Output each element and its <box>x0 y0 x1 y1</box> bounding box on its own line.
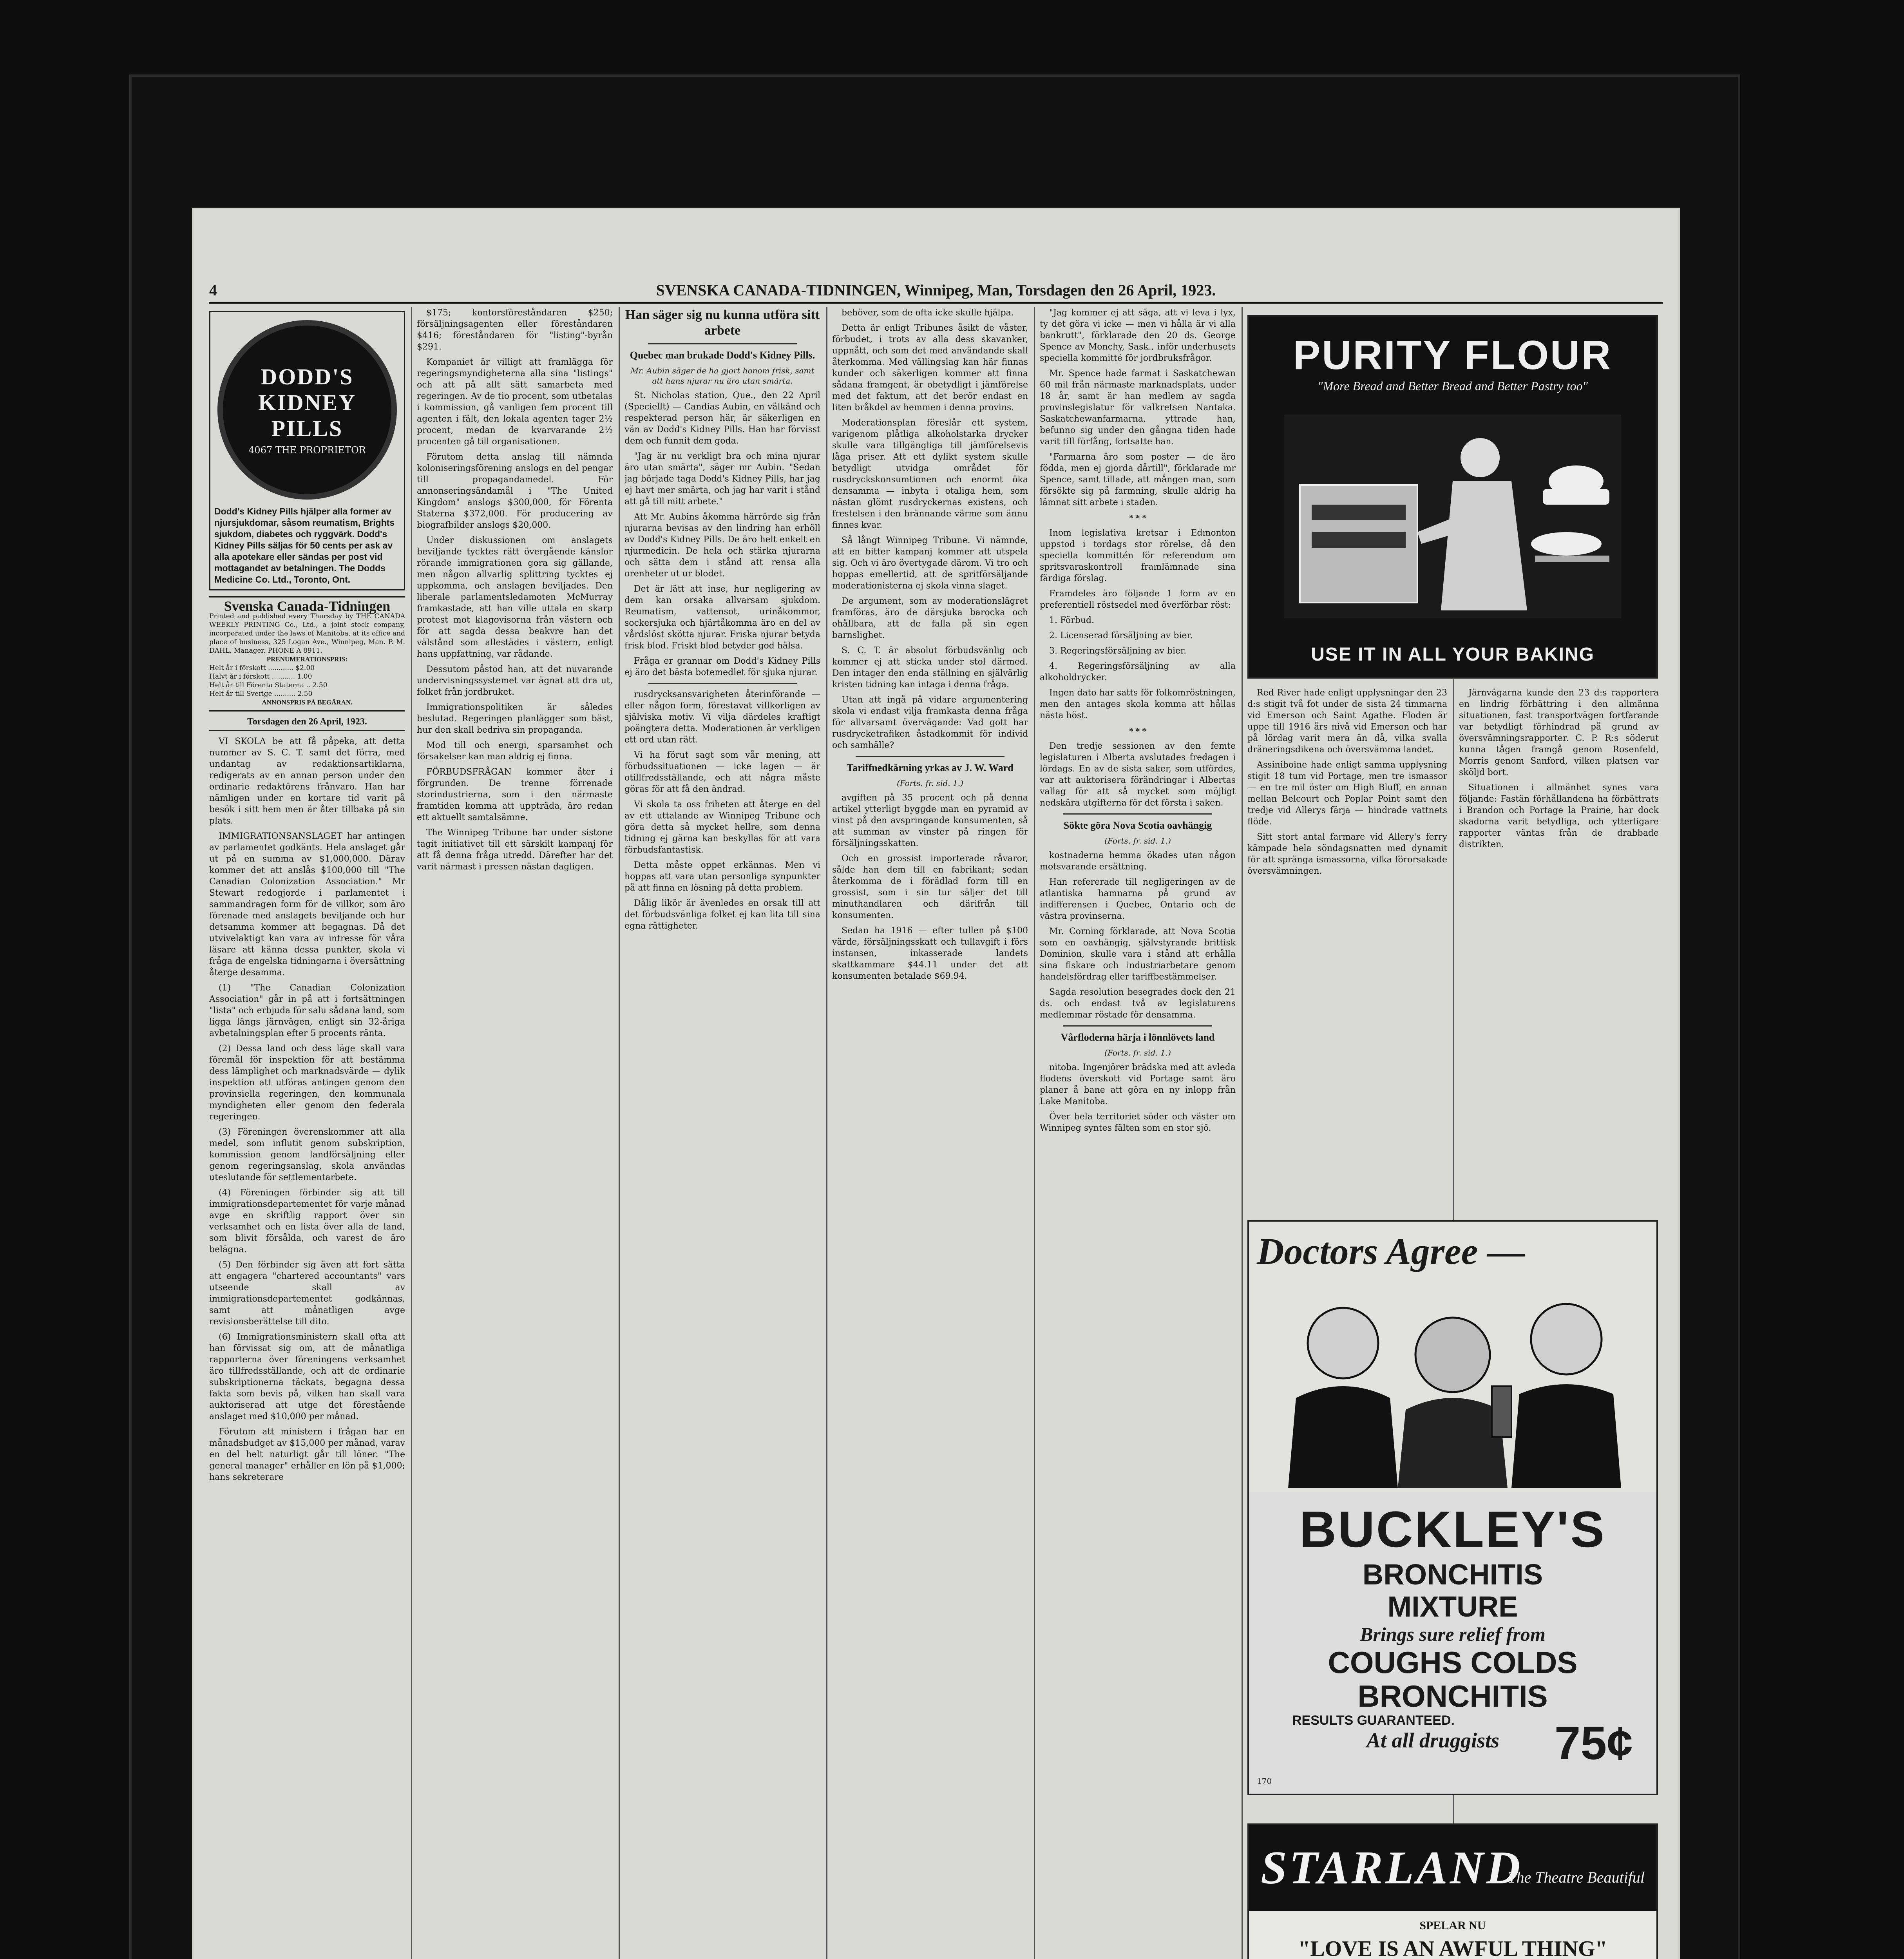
article-paragraph: "Jag kommer ej att säga, att vi leva i lyx, ty det göra vi icke — men vi hålla är vi alla bankrutt", förklarade den 20 ds. George Spence av Monchy, Sask., inför underhusets speciella kommitté för jordbruksfrågor. <box>1040 308 1236 363</box>
article-paragraph: Sitt stort antal farmare vid Allery's ferry kämpade hela söndagsnatten med dynamit för att spränga ismassorna, vilka förorsakade översvämningen. <box>1247 832 1447 876</box>
dodds-can-line: PILLS <box>271 415 343 441</box>
dodds-ad-text: Dodd's Kidney Pills hjälper alla former av njursjukdomar, såsom reumatism, Brights sjukdom, diabetes och ryggvärk. Dodd's Kidney Pills säljas för 50 cents per ask av alla apotekare eller sändas per post vid mottagandet av betalningen. The Dodds Medicine Co. Ltd., Toronto, Ont. <box>214 506 395 585</box>
price-row: Helt år till Sverige .......... 2.50 <box>209 690 313 698</box>
subscription-heading: PRENUMERATIONSPRIS: <box>266 655 348 663</box>
buckleys-brand: BUCKLEY'S <box>1299 1501 1606 1558</box>
article-paragraph: Att Mr. Aubins åkomma härrörde sig från njurarna bevisas av den lindring han erhöll av Dodd's Kidney Pills. De äro helt enkelt en njurmedicin. De hela och stärka njurarna och sätta dem i stånd att rensa alla orenheter ut ur blodet. <box>624 512 820 579</box>
page-number: 4 <box>209 281 217 299</box>
column-7-railway-report <box>1459 687 1659 1197</box>
column-rule <box>1034 307 1035 1959</box>
article-paragraph: kostnaderna hemma ökades utan någon motsvarande ersättning. <box>1040 851 1236 872</box>
editorial-paragraph: (6) Immigrationsministern skall ofta att han förvissat sig om, att de månatliga rapporterna över föreningens verksamhet äro tillfredsställande, och att de ordinarie subskriptionerna täckats, begagna dessa fakta som bevis på, vilken han skall vara auktoriserad att utge det förestående anslaget med $10,000 per månad. <box>209 1332 405 1421</box>
article-paragraph: S. C. T. är absolut förbudsvänlig och kommer ej att sticka under stol därmed. Den intager den enda ställning en självärlig kristen tidning kan intaga i denna fråga. <box>832 646 1028 690</box>
page-header <box>209 276 1663 304</box>
page-title: SVENSKA CANADA-TIDNINGEN, Winnipeg, Man, Torsdagen den 26 April, 1923. <box>656 281 1216 299</box>
editorial-paragraph: (2) Dessa land och dess läge skall vara föremål för inspektion för att bestämma dess lämplighet och marknadsvärde — dylik inspektion att utföras antingen genom den provinsiella regeringen, den kommunala myndigheten eller genom den federala regeringen. <box>209 1044 405 1122</box>
article-paragraph: Framdeles äro följande 1 form av en preferentiell röstsedel med överförbar röst: <box>1040 589 1236 610</box>
baking-woman-illustration <box>1284 415 1621 618</box>
article-paragraph: Över hela territoriet söder och väster om Winnipeg syntes fälten som en stor sjö. <box>1040 1112 1236 1133</box>
article-paragraph: Mr. Spence hade farmat i Saskatchewan 60 mil från närmaste marknadsplats, under 18 år, samt är han medlem av sagda provinslegislatur för valkretsen Nantaka. Saskatchewanfarmarna, yttrade han, befunno sig under den gångna tiden hade varit till förfång, fortsatte han. <box>1040 369 1236 447</box>
editorial-paragraph: $175; kontorsföreståndaren $250; försäljningsagenten eller föreståndaren $416; föreståndaren för "listing"-byrån $291. <box>417 308 613 352</box>
starland-header <box>1249 1825 1656 1911</box>
starland-advertisement <box>1247 1823 1658 1959</box>
section-separator: * * * <box>1129 726 1146 736</box>
article-paragraph: Red River hade enligt upplysningar den 23 d:s stigit två fot under de sista 24 timmarna vid Emerson och Saint Agathe. Floden är uppe till 1916 års nivå vid Emerson och har på lördag varit mera än då, vilka svalla dräneringsdikena och översvämma landet. <box>1247 688 1447 755</box>
dodds-pill-box-image <box>217 320 397 500</box>
editorial-paragraph: Förutom att ministern i frågan har en månadsbudget av $15,000 per månad, varav en del helt naturligt går till löner. "The general manager" erhåller en lön på $1,000; hans sekreterare <box>209 1427 405 1482</box>
now-playing-label: SPELAR NU <box>1419 1919 1486 1932</box>
dodds-can-line: DODD'S <box>261 364 354 389</box>
article-paragraph: Sagda resolution besegrades dock den 21 ds. och endast två av legislaturens medlemmar röstade för densamma. <box>1040 987 1236 1020</box>
editorial-paragraph: (5) Den förbinder sig även att fort sätta att engagera "chartered accountants" vars utseende skall av immigrationsdepartementet godkännas, samt att månatligen avge revisionsberättelse till dito. <box>209 1260 405 1327</box>
purity-tagline: USE IT IN ALL YOUR BAKING <box>1311 644 1595 665</box>
article-paragraph: Han refererade till negligeringen av de atlantiska hamnarna på grund av indifferensen i Quebec, Ontario och de västra provinserna. <box>1040 877 1236 921</box>
buckleys-ailments: BRONCHITIS <box>1357 1679 1548 1713</box>
column-rule <box>826 307 827 1959</box>
buckleys-code: 170 <box>1257 1776 1272 1786</box>
editorial-paragraph: Dessutom påstod han, att det nuvarande undervisningssystemet var ägnat att dra ut, folket från jordbruket. <box>417 664 613 697</box>
editorial-dateline: Torsdagen den 26 April, 1923. <box>209 716 405 731</box>
newspaper-page <box>192 208 1680 1959</box>
continued-note: (Forts. fr. sid. 1.) <box>1104 836 1171 846</box>
buckleys-product-line: BRONCHITIS <box>1362 1558 1543 1591</box>
article-paragraph: Vi skola ta oss friheten att återge en del av ett uttalande av Winnipeg Tribune och göra detta så mycket hellre, som denna tidning ej gärna kan beskyllas för att vara förbudsfantastisk. <box>624 800 820 855</box>
continued-note: (Forts. fr. sid. 1.) <box>897 779 963 788</box>
section-separator: * * * <box>1129 513 1146 523</box>
article-subhead: Quebec man brukade Dodd's Kidney Pills. <box>630 349 815 361</box>
price-row: Halvt år i förskott ........... 1.00 <box>209 673 312 681</box>
continued-note: (Forts. fr. sid. 1.) <box>1104 1048 1171 1057</box>
article-paragraph: Det är lätt att inse, hur negligering av dem kan orsaka allvarsam sjukdom. Reumatism, vattensot, urinåkommor, sockersjuka och hjärtåkomma äro en del av vårdslöst skötta njurar. Friska njurar betyda frisk blod. Friskt blod betyder god hälsa. <box>624 584 820 651</box>
article-paragraph: Moderationsplan föreslår ett system, varigenom plåtliga alkoholstarka drycker skulle vara tillgängliga till jämförelsevis låga priser. Att ett dylikt system skulle betydligt utvidga området för rusdryckskonsumtionen och enormt öka densamma — inbyta i otaliga hem, som nästan glömt rusdryckernas existens, och frestelsen i den brännande värme som ännu finnes kvar. <box>832 418 1028 530</box>
purity-title: PURITY FLOUR <box>1293 333 1613 378</box>
editorial-paragraph: Förutom detta anslag till nämnda koloniseringsförening anslogs en del pengar till propagandamedel. För annonseringsändamål i "The United Kingdom" anslogs $300,000, för Förenta Staterna $372,000. För producering av biografbilder anslogs $20,000. <box>417 452 613 530</box>
column-1 <box>209 307 405 1959</box>
doctors-illustration <box>1257 1284 1649 1488</box>
editorial-paragraph: (3) Föreningen överenskommer att alla medel, som influtit genom subskription, kommission genom landförsäljning eller genom regeringsanslag, skola användas uteslutande för settlementarbete. <box>209 1127 405 1182</box>
article-paragraph: Den tredje sessionen av den femte legislaturen i Alberta avslutades fredagen i lördags. En av de sista saker, som utfördes, var att auktorisera förändringar i Albertas vallag för att så mycket som möjligt nedskära utgifterna för det första i saken. <box>1040 741 1236 808</box>
editorial-paragraph: Mod till och energi, sparsamhet och försakelser kan man aldrig ej finna. <box>417 741 613 762</box>
article-paragraph: Assiniboine hade enligt samma upplysning stigit 18 tum vid Portage, men tre ismassor — en tre mil öster om High Bluff, en annan mellan Belcourt och Poplar Point samt den tredje vid Allerys färja — hindrade vattnets flöde. <box>1247 760 1447 827</box>
article-paragraph: Så långt Winnipeg Tribune. Vi nämnde, att en bitter kampanj kommer att utspela sig. Och vi äro övertygade därom. Vi tro och hoppas emellertid, att de spritförsäljande moderationisterna ej skola vinna slaget. <box>832 536 1028 591</box>
article-headline: Vårfloderna härja i lönnlövets land <box>1061 1032 1215 1043</box>
ballot-option: 3. Regeringsförsäljning av bier. <box>1049 646 1187 656</box>
column-rule <box>619 307 620 1959</box>
column-5 <box>1040 307 1236 1959</box>
column-rule <box>1242 307 1243 1959</box>
article-paragraph: Detta måste oppet erkännas. Men vi hoppas att vara utan personliga synpunkter på att finna en lösning på detta problem. <box>624 860 820 893</box>
purity-flour-advertisement <box>1247 315 1658 679</box>
ballot-option: 2. Licenserad försäljning av bier. <box>1049 631 1193 641</box>
buckleys-guarantee: RESULTS GUARANTEED. <box>1292 1713 1455 1728</box>
column-rule <box>411 307 412 1959</box>
article-paragraph: Dålig likör är ävenledes en orsak till att det förbudsvänliga folket ej kan lita till sina egna rättigheter. <box>624 898 820 931</box>
purity-slogan: "More Bread and Better Bread and Better Pastry too" <box>1318 379 1588 393</box>
section-rule <box>856 756 1004 757</box>
editorial-paragraph: VI SKOLA be att få påpeka, att detta nummer av S. C. T. samt det förra, med undantag av redaktionsartiklarna, redigerats av en annan person under den ordinarie redaktörens frånvaro. Han har nämligen under en kortare tid varit på besök i sitt hem men är åter tillbaka på sin plats. <box>209 737 405 826</box>
article-headline: Sökte göra Nova Scotia oavhängig <box>1063 820 1212 831</box>
ballot-option: 1. Förbud. <box>1049 616 1095 625</box>
headline-rule <box>648 343 797 344</box>
editorial-paragraph: Immigrationspolitiken är således beslutad. Regeringen planlägger som bäst, hur den skall bedriva sin propaganda. <box>417 702 613 735</box>
column-2 <box>417 307 613 1959</box>
article-paragraph: avgiften på 35 procent och på denna artikel ytterligt byggde man en pyramid av vinst på den avspringande konsumenten, så att summan av vinster på ringen för försäljningsskatten. <box>832 793 1028 848</box>
buckleys-advertisement <box>1247 1220 1658 1795</box>
dodds-can-sub: THE PROPRIETOR <box>275 444 366 456</box>
article-paragraph: Mr. Corning förklarade, att Nova Scotia som en oavhängig, självstyrande brittisk Dominion, skulle vara i stånd att erhålla sina fiskare och industriarbetare genom handelsfördrag eller tariffbestämmelser. <box>1040 927 1236 982</box>
section-rule <box>648 683 797 684</box>
article-paragraph: Situationen i allmänhet synes vara följande: Fastän förhållandena ha förbättrats i Brandon och Portage la Prairie, har dock skadorna varit betydliga, och ytterligare rapporter väntas från de drabbade distrikten. <box>1459 783 1659 849</box>
starland-tagline: The Theatre Beautiful <box>1508 1868 1645 1886</box>
article-paragraph: Järnvägarna kunde den 23 d:s rapportera en lindrig förbättring i den allmänna situationen, fast transportvägen fortfarande var betydligt förhindrad på grund av översvämningsrapporter. C. P. R:s söderut kunna tågen framgå genom Rosenfeld, Morris genom Sanford, vilken platsen var sköljd bort. <box>1459 688 1659 777</box>
buckleys-price: 75¢ <box>1554 1717 1633 1769</box>
article-paragraph: Inom legislativa kretsar i Edmonton uppstod i tordags stor rörelse, då den speciella kommittén för referendum om spritsvaraskontroll framlämnade sina färdiga förslag. <box>1040 528 1236 583</box>
editorial-paragraph: Kompaniet är villigt att framlägga för regeringsmyndigheterna alla sina "listings" och att på allt sätt samarbeta med regeringen. Av de tio procent, som utbetalas i kommission, gå vanligen fem procent till agenten i fält, den lokala agenten tager 2½ procent, medan de kvarvarande 2½ procenten gå till organisationen. <box>417 357 613 447</box>
masthead <box>209 596 405 712</box>
buckleys-headline: Doctors Agree — <box>1257 1230 1525 1272</box>
buckleys-claim: Brings sure relief from <box>1360 1623 1546 1645</box>
article-paragraph: nitoba. Ingenjörer brädska med att avleda flodens överskott vid Portage samt äro planer å bane att göra en ny inlopp från Lake Manitoba. <box>1040 1063 1236 1106</box>
article-headline: Han säger sig nu kunna utföra sitt arbete <box>625 308 820 338</box>
price-row: Helt år i förskott ............ $2.00 <box>209 664 315 672</box>
buckleys-product-panel <box>1249 1492 1656 1794</box>
dodds-can-line: KIDNEY <box>258 389 357 415</box>
column-3 <box>624 307 820 1959</box>
article-paragraph: Detta är enligt Tribunes åsikt de våster, förbudet, i trots av alla dess skavanker, uppnått, och som det med användande skall återkomma. Med vällingslag kan här finnas kunder och säkerligen kommer att finna sådana framgent, är obetydligt i jämförelse med det faktum, att det berör endast en liten bråkdel av hemmen i denna provins. <box>832 323 1028 413</box>
article-paragraph: Utan att ingå på vidare argumentering skola vi endast vilja framkasta denna fråga för allvarsamt övervägande: Vad gott har rusdrycketrafiken åstadkommit för individ och samhälle? <box>832 695 1028 750</box>
article-deck: Mr. Aubin säger de ha gjort honom frisk, samt att hans njurar nu äro utan smärta. <box>630 366 814 386</box>
article-paragraph: De argument, som av moderationslägret framföras, äro de därsjuka barocka och ohållbara, att de falla på sin egen barnslighet. <box>832 596 1028 640</box>
article-paragraph: Sedan ha 1916 — efter tullen på $100 värde, försäljningsskatt och tullavgift i förs instansen, inkasserade landets skattkammare $44.11 under det att konsumenten betalade $69.94. <box>832 926 1028 981</box>
editorial-paragraph: FÖRBUDSFRÅGAN kommer åter i förgrunden. De trenne förrenade storindustrierna, som i den närmaste framtiden komma att uppträda, äro redan ett aktuellt samtalsämne. <box>417 767 613 822</box>
article-paragraph: behöver, som de ofta icke skulle hjälpa. <box>842 308 1014 318</box>
article-paragraph: Ingen dato har satts för folkomröstningen, men den antages skola komma att hållas nästa höst. <box>1040 688 1236 721</box>
masthead-title: Svenska Canada-Tidningen <box>224 598 391 614</box>
editorial-paragraph: IMMIGRATIONSANSLAGET har antingen av parlamentet godkänts. Hela anslaget går ut på en summa av $1,000,000. Därav kommer det att anslås $100,000 till "The Canadian Colonization Association." Mr Stewart redogjorde i parlamentet i sammandragen form för de villkor, som äro förenade med anslagets beviljande och hur detsamma kommer att begagnas. Då det utvivelaktigt kan vara av intresse för våra läsare att känna dessa punkter, skola vi fråga de engelska tidningarna i översättning återge desamma. <box>209 831 405 978</box>
column-4 <box>832 307 1028 1959</box>
buckleys-product-line: MIXTURE <box>1387 1590 1518 1623</box>
article-paragraph: "Jag är nu verkligt bra och mina njurar äro utan smärta", säger mr Aubin. "Sedan jag började taga Dodd's Kidney Pills, har jag ej havt mer smärta, och jag har varit i stånd att gå till mitt arbete." <box>624 451 820 507</box>
buckleys-availability: At all druggists <box>1366 1729 1500 1752</box>
article-paragraph: Fråga er grannar om Dodd's Kidney Pills ej äro det bästa botemedlet för sjuka njurar. <box>624 656 820 677</box>
editorial-paragraph: Under diskussionen om anslagets beviljande tycktes rätt övergående känslor rörande immigrationen gora sig gällande, men någon allvarlig splittring tycktes ej uppkomma, och anslagen beviljades. Den liberale parlamentsledamoten McMurray framkastade, att han ville uttala en skarp protest mot klagovisorna från västern och för att sagda dessa beakvre han det välstånd som allestädes i västern, enligt hans uppfattning, var rådande. <box>417 536 613 659</box>
ads-heading: ANNONSPRIS PÅ BEGÄRAN. <box>262 699 353 706</box>
article-paragraph: "Farmarna äro som poster — de äro födda, men ej gjorda dårtill", förklarade mr Spence, samt tillade, att mången man, som försökte sig på farmning, skulle aldrig ha lämnat sitt arbete i staden. <box>1040 452 1236 507</box>
dodds-can-number: 4067 <box>248 444 273 456</box>
ballot-option: 4. Regeringsförsäljning av alla alkoholdrycker. <box>1040 661 1236 683</box>
article-paragraph: rusdrycksansvarigheten återinförande — eller någon form, förestavat villkorligen av själviska motiv. Vi vilja därdeles kraftigt poängtera detta. Moderationen är verkligen ett ord utan rätt. <box>624 690 820 745</box>
masthead-publisher: Printed and published every Thursday by THE CANADA WEEKLY PRINTING Co., Ltd., a joint stock company, incorporated under the laws of Manitoba, at its office and place of business, 325 Logan Ave., Winnipeg, Man. P. M. DAHL, Manager. PHONE A 8911. <box>209 612 405 655</box>
section-rule <box>1063 1025 1212 1027</box>
article-paragraph: Vi ha förut sagt som vår mening, att förbudssituationen — icke lagen — är otillfredsställande, och att några måste göras för att få den ändrad. <box>624 750 820 794</box>
section-rule <box>1063 813 1212 815</box>
starland-name: STARLAND <box>1261 1841 1523 1894</box>
price-row: Helt år till Förenta Staterna .. 2.50 <box>209 681 328 689</box>
column-6-flood-report <box>1247 687 1447 1197</box>
feature-title: "LOVE IS AN AWFUL THING" <box>1298 1937 1607 1959</box>
editorial-paragraph: The Winnipeg Tribune har under sistone tagit initiativet till ett särskilt kampanj för att få denna fråga utredd. Därefter har det varit närmast i pressen nästan dagligen. <box>417 828 613 872</box>
editorial-paragraph: (1) "The Canadian Colonization Association" går in på att i fortsättningen "lista" och erbjuda för salu sådana land, som ligga längs järnvägen, enligt sin 32-åriga avbetalningsplan efter 5 procents ränta. <box>209 983 405 1038</box>
editorial-paragraph: (4) Föreningen förbinder sig att till immigrationsdepartementet för varje månad avge en skriftlig rapport över sin verksamhet och en lista över alla de land, som blivit försålda, och varest de äro belägna. <box>209 1188 405 1255</box>
dodds-advertisement <box>209 311 405 590</box>
article-paragraph: St. Nicholas station, Que., den 22 April (Speciellt) — Candias Aubin, en välkänd och respekterad person här, är säkerligen en vän av Dodd's Kidney Pills. Han har förvisst dem och funnit dem goda. <box>624 391 820 446</box>
article-headline: Tariffnedkärning yrkas av J. W. Ward <box>847 762 1014 773</box>
article-paragraph: Och en grossist importerade råvaror, sålde han dem till en fabrikant; sedan återkomma de i förädlad form till en grossist, som i sin tur säljer det till minuthandlaren och därifrån till konsumenten. <box>832 854 1028 920</box>
buckleys-ailments: COUGHS COLDS <box>1328 1645 1578 1680</box>
